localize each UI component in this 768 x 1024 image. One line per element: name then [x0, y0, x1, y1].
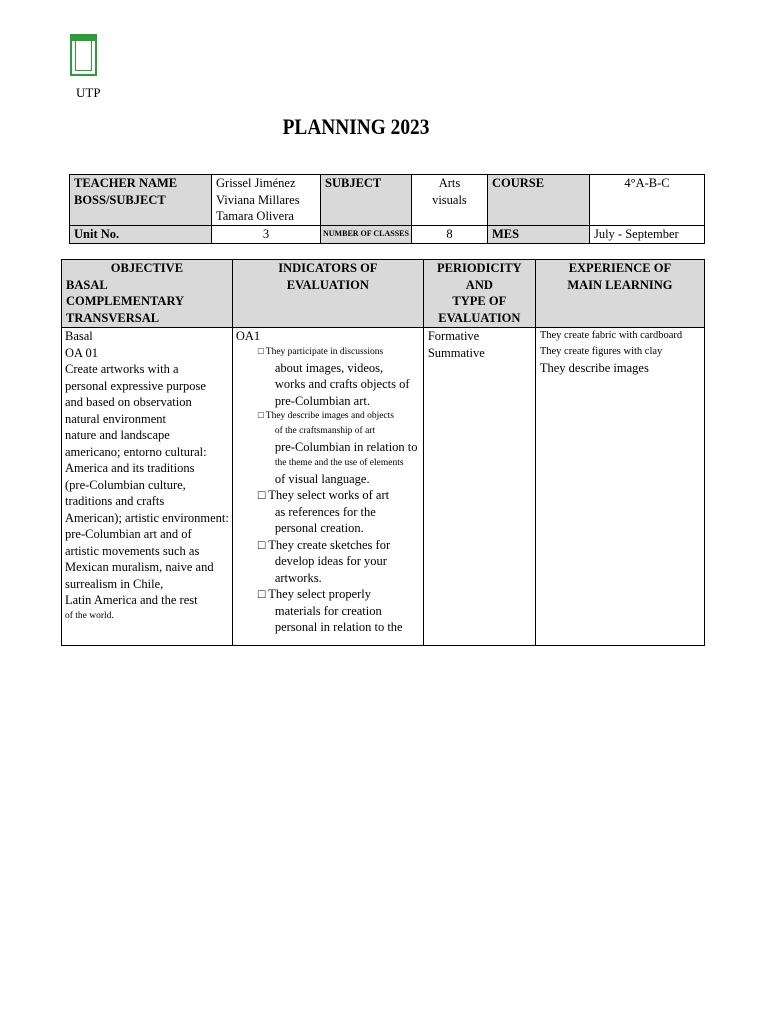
experience-line: They create figures with clay — [539, 346, 663, 357]
indicators-header — [232, 260, 423, 328]
indicator-line: as references for the — [274, 504, 376, 519]
teacher-names-cell — [212, 175, 321, 226]
objective-line: and based on observation — [65, 395, 192, 409]
objective-line: traditions and crafts — [65, 494, 165, 508]
indicator-line: pre-Columbian in relation to — [274, 440, 418, 454]
indicator-item: □ They select properly — [257, 587, 372, 601]
periodicity-cell — [423, 328, 535, 646]
subject-value-cell — [411, 175, 487, 226]
subject-value-line: Arts — [438, 176, 461, 190]
indicators-header-line: EVALUATION — [286, 277, 369, 292]
indicator-line: pre-Columbian art. — [274, 393, 370, 408]
course-value: 4°A-B-C — [589, 175, 704, 226]
teacher-name: Viviana Millares — [216, 192, 300, 207]
experience-header-line: MAIN LEARNING — [567, 277, 673, 292]
info-table — [69, 174, 705, 244]
periodicity-header — [423, 260, 535, 328]
course-label: COURSE — [487, 175, 589, 226]
indicator-line: develop ideas for your — [274, 554, 387, 568]
periodicity-header-line: EVALUATION — [438, 310, 521, 325]
school-logo — [70, 34, 97, 76]
objective-line: Basal — [65, 329, 93, 343]
teacher-label-line: TEACHER NAME — [74, 176, 178, 190]
subject-value-line: visuals — [432, 192, 467, 207]
objective-line: OA 01 — [65, 345, 98, 360]
objective-line: nature and landscape — [65, 428, 170, 442]
indicator-line: of visual language. — [274, 471, 370, 486]
classes-label: NUMBER OF CLASSES — [321, 226, 412, 244]
indicators-header-line: INDICATORS OF — [278, 261, 378, 275]
indicator-line: the theme and the use of elements — [274, 457, 404, 468]
objective-header-line: COMPLEMENTARY — [66, 294, 185, 308]
objective-header-line: OBJECTIVE — [110, 261, 184, 275]
unit-label: Unit No. — [70, 226, 212, 244]
experience-header-line: EXPERIENCE OF — [568, 261, 672, 275]
indicator-line: personal creation. — [274, 521, 364, 535]
objective-header-line: BASAL — [66, 277, 108, 292]
objective-header-line: TRANSVERSAL — [66, 310, 160, 325]
objective-line: Create artworks with a — [65, 362, 179, 376]
experience-line: They describe images — [539, 361, 649, 375]
indicator-line: personal in relation to the — [274, 620, 403, 634]
periodicity-line: Formative — [427, 329, 480, 343]
teacher-label-cell — [70, 175, 212, 226]
mes-label: MES — [487, 226, 589, 244]
objective-line: natural environment — [65, 411, 167, 426]
teacher-name: Grissel Jiménez — [216, 176, 296, 190]
objective-line: americano; entorno cultural: — [65, 444, 207, 459]
indicator-line: materials for creation — [274, 603, 382, 618]
indicator-item: □ They participate in discussions — [257, 346, 384, 357]
objective-line: (pre-Columbian culture, — [65, 477, 186, 492]
indicator-item: □ They select works of art — [257, 488, 390, 502]
objective-header — [62, 260, 233, 328]
experience-line: They create fabric with cardboard — [539, 330, 683, 341]
objective-line: of the world. — [65, 610, 114, 621]
indicators-cell — [232, 328, 423, 646]
plan-table — [61, 259, 705, 646]
periodicity-header-line: PERIODICITY AND — [436, 261, 522, 292]
indicator-line: of the craftsmanship of art — [274, 426, 376, 436]
indicator-line: about images, videos, — [274, 360, 384, 375]
objective-line: America and its traditions — [65, 461, 195, 475]
subject-label: SUBJECT — [321, 175, 412, 226]
unit-value: 3 — [212, 226, 321, 244]
teacher-label-line: BOSS/SUBJECT — [74, 192, 166, 207]
indicator-item: □ They create sketches for — [257, 537, 391, 552]
objective-line: Mexican muralism, naive and — [65, 560, 214, 574]
indicator-title: OA1 — [235, 329, 261, 343]
indicator-line: works and crafts objects of — [274, 377, 410, 391]
mes-value: July - September — [589, 226, 704, 244]
objective-line: surrealism in Chile, — [65, 576, 164, 591]
experience-cell — [535, 328, 704, 646]
indicator-item: □ They describe images and objects — [257, 411, 394, 421]
objective-line: pre-Columbian art and of — [65, 527, 192, 541]
page-title: PLANNING 2023 — [282, 114, 430, 139]
objective-cell — [62, 328, 233, 646]
periodicity-header-line: TYPE OF — [452, 294, 507, 308]
objective-line: artistic movements such as — [65, 543, 200, 558]
teacher-name: Tamara Olivera — [216, 209, 294, 223]
experience-header — [535, 260, 704, 328]
objective-line: personal expressive purpose — [65, 378, 206, 393]
objective-line: Latin America and the rest — [65, 593, 198, 607]
objective-line: American); artistic environment: — [65, 510, 229, 525]
classes-value: 8 — [411, 226, 487, 244]
indicator-line: artworks. — [274, 570, 322, 585]
utp-label: UTP — [76, 85, 101, 100]
periodicity-line: Summative — [427, 345, 485, 360]
